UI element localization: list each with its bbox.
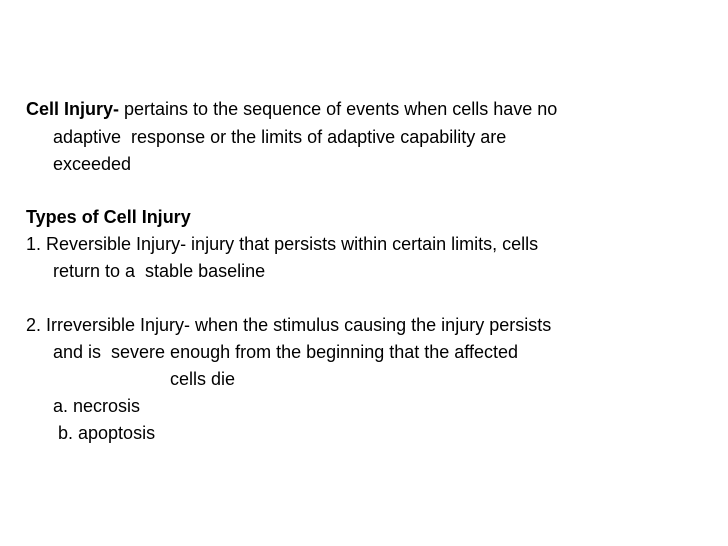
reversible-line-1: 1. Reversible Injury- injury that persists within certain limits, cells <box>26 234 539 254</box>
irreversible-line-1: 2. Irreversible Injury- when the stimulus causing the injury persists <box>26 315 552 335</box>
definition-line-1 <box>26 98 557 120</box>
types-heading: Types of Cell Injury <box>26 207 191 227</box>
definition-line-2: adaptive response or the limits of adaptive capability are <box>53 127 507 147</box>
irreversible-line-3: cells die <box>170 369 236 389</box>
definition-text-1: pertains to the sequence of events when cells have no <box>119 99 558 119</box>
sub-item-necrosis: a. necrosis <box>53 396 141 416</box>
definition-line-3: exceeded <box>53 154 132 174</box>
sub-item-apoptosis: b. apoptosis <box>58 423 156 443</box>
definition-term: Cell Injury- <box>26 99 120 119</box>
irreversible-line-2: and is severe enough from the beginning that the affected <box>53 342 518 362</box>
reversible-line-2: return to a stable baseline <box>53 261 266 281</box>
